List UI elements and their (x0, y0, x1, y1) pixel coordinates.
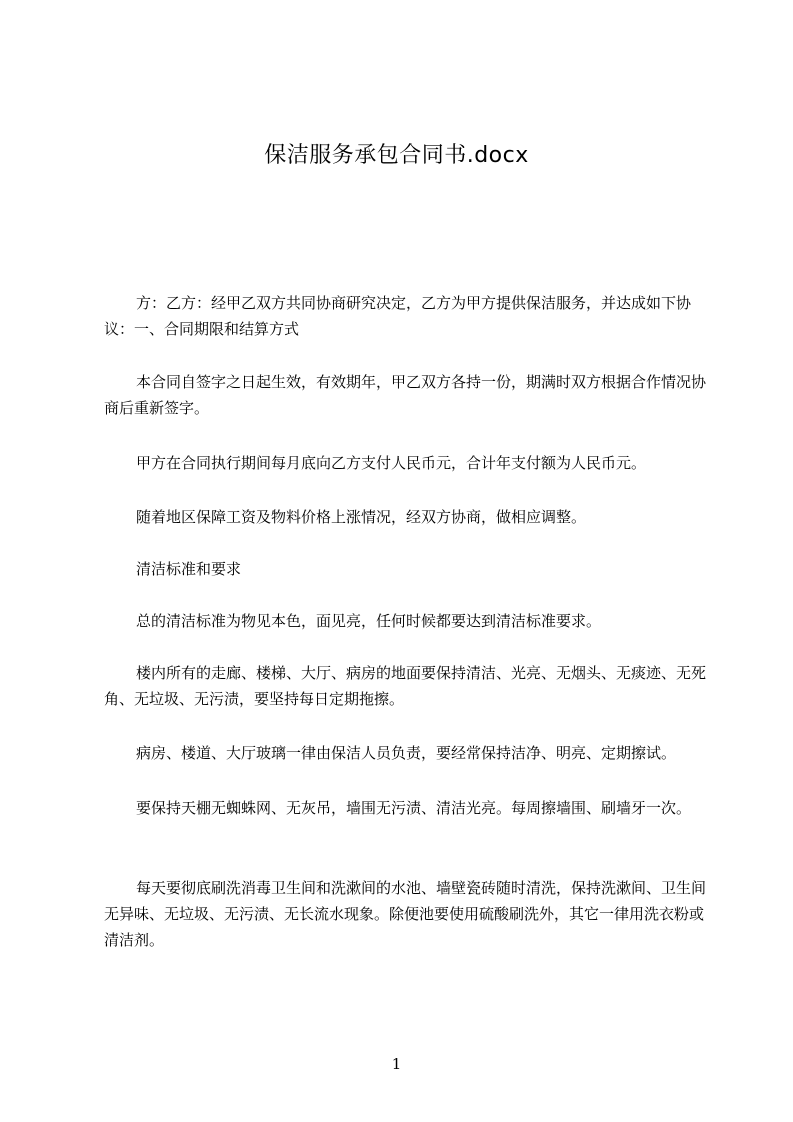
paragraph-restrooms: 每天要彻底刷洗消毒卫生间和洗漱间的水池、墙壁瓷砖随时清洗，保持洗漱间、卫生间无异味、无垃圾、无污渍、无长流水现象。除便池要使用硫酸刷洗外，其它一律用洗衣粉或清洁剂。 (104, 879, 707, 949)
paragraph-general-standard: 总的清洁标准为物见本色，面见亮，任何时候都要达到清洁标准要求。 (136, 612, 602, 630)
document-title: 保洁服务承包合同书.docx (264, 143, 529, 168)
paragraph-contract-term: 本合同自签字之日起生效，有效期年，甲乙双方各持一份，期满时双方根据合作情况协商后重新签字。 (104, 373, 707, 417)
paragraph-standards-heading: 清洁标准和要求 (136, 560, 242, 578)
paragraph-price-adjustment: 随着地区保障工资及物料价格上涨情况，经双方协商，做相应调整。 (136, 508, 587, 526)
paragraph-glass-cleaning: 病房、楼道、大厅玻璃一律由保洁人员负责，要经常保持洁净、明亮、定期擦试。 (136, 744, 677, 762)
paragraph-payment: 甲方在合同执行期间每月底向乙方支付人民币元，合计年支付额为人民币元。 (136, 454, 647, 472)
page-number: 1 (391, 1055, 402, 1073)
paragraph-parties: 方：乙方：经甲乙双方共同协商研究决定，乙方为甲方提供保洁服务，并达成如下协议：一、合同期限和结算方式 (104, 294, 692, 338)
paragraph-floor-cleaning: 楼内所有的走廊、楼梯、大厅、病房的地面要保持清洁、光亮、无烟头、无痰迹、无死角、无垃圾、无污渍，要坚持每日定期拖擦。 (104, 664, 707, 708)
paragraph-ceiling-walls: 要保持天棚无蜘蛛网、无灰吊，墙围无污渍、清洁光亮。每周擦墙围、刷墙牙一次。 (136, 799, 692, 817)
